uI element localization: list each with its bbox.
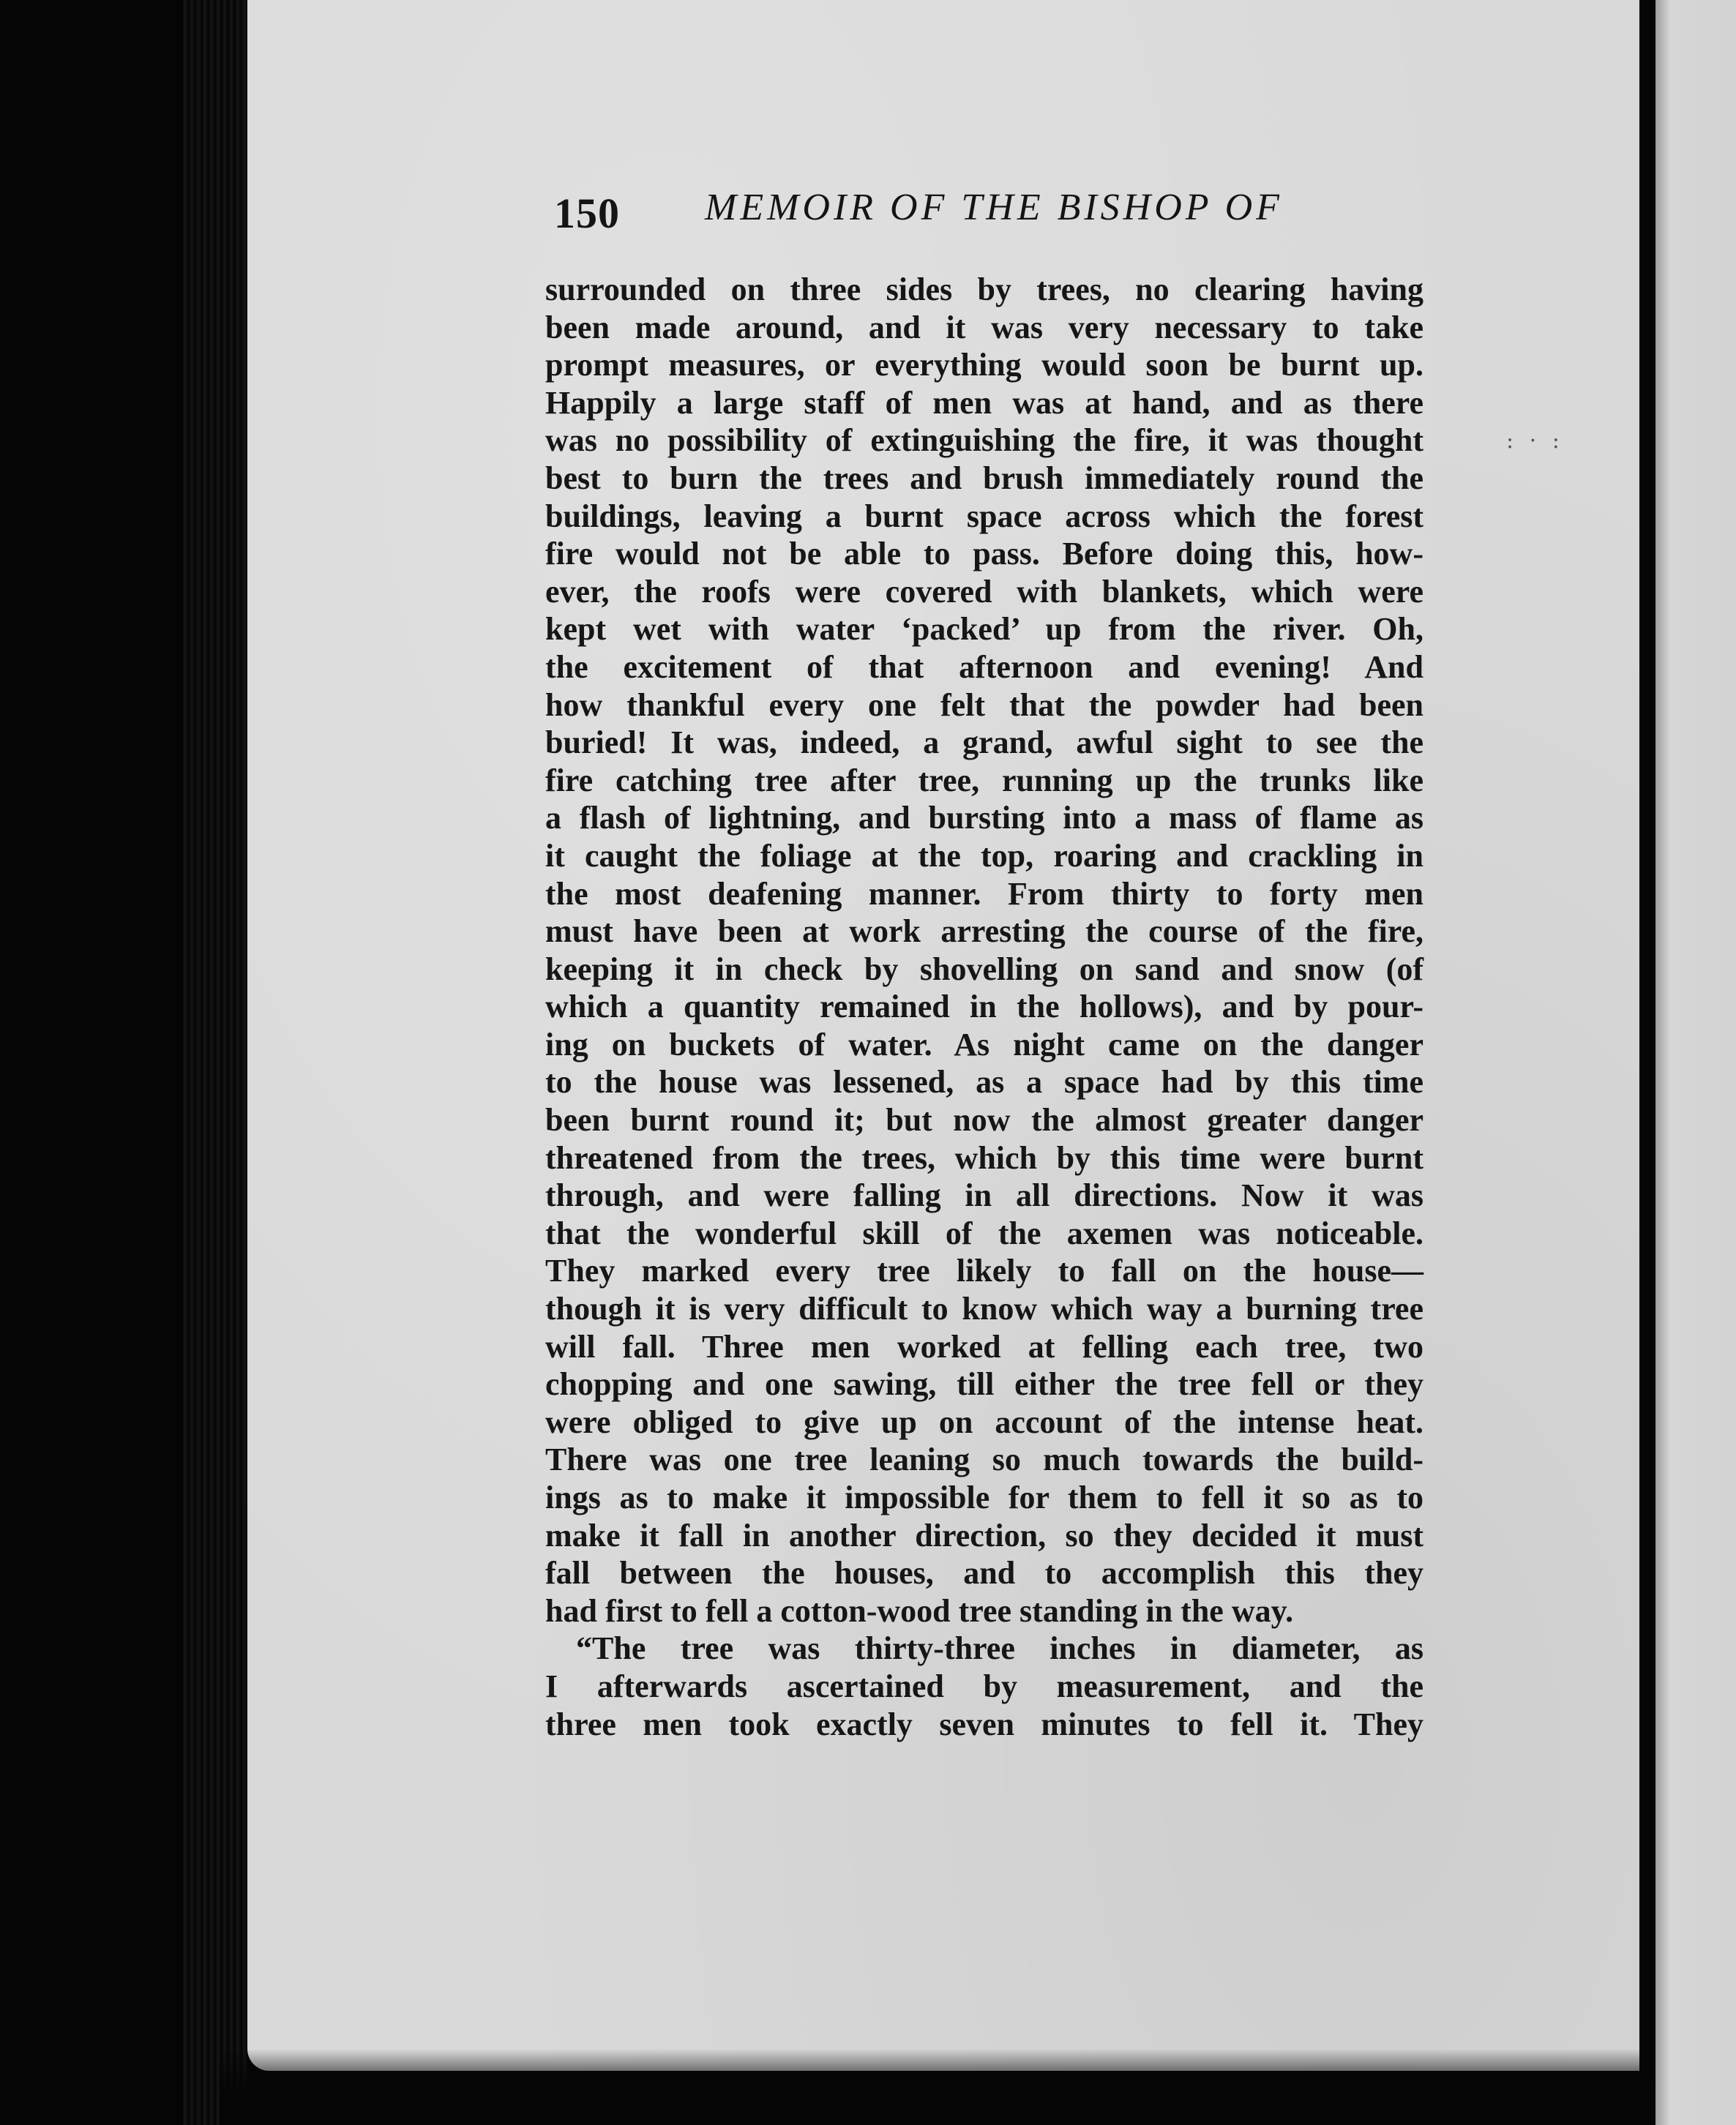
text-line: ing on buckets of water. As night came on the danger (545, 1026, 1423, 1062)
facing-page-sliver (1655, 0, 1736, 2125)
text-line: to the house was lessened, as a space had by this time (545, 1064, 1423, 1101)
text-line: surrounded on three sides by trees, no clearing having (545, 271, 1423, 307)
text-line: were obliged to give up on account of the intense heat. (545, 1403, 1423, 1440)
text-line: will fall. Three men worked at felling each tree, two (545, 1328, 1423, 1365)
text-line: the most deafening manner. From thirty to forty men (545, 875, 1423, 912)
text-line: “The tree was thirty-three inches in diameter, as (576, 1630, 1423, 1667)
running-title: MEMOIR OF THE BISHOP OF (705, 187, 1283, 228)
text-line: buildings, leaving a burnt space across which the forest (545, 498, 1423, 534)
text-line: been made around, and it was very necessary to take (545, 309, 1423, 345)
text-line: through, and were falling in all directions. Now it was (545, 1177, 1423, 1214)
page-bottom-shadow (220, 2049, 1647, 2125)
text-line: ever, the roofs were covered with blankets, which were (545, 573, 1423, 610)
text-line: They marked every tree likely to fall on the house— (545, 1253, 1423, 1289)
text-line: fall between the houses, and to accomplish this they (545, 1555, 1423, 1592)
text-line: how thankful every one felt that the powder had been (545, 686, 1423, 723)
book-gutter (1639, 0, 1655, 2085)
text-line: it caught the foliage at the top, roaring and crackling in (545, 837, 1423, 874)
text-line: keeping it in check by shovelling on sand and snow (of (545, 951, 1423, 987)
text-line: I afterwards ascertained by measurement, and the (545, 1668, 1423, 1704)
text-line: ings as to make it impossible for them to fell it so as to (545, 1480, 1423, 1515)
text-line: chopping and one sawing, till either the tree fell or they (545, 1366, 1423, 1403)
text-line: kept wet with water ‘packed’ up from the river. Oh, (545, 611, 1423, 648)
text-line: fire catching tree after tree, running up the trunks like (545, 762, 1423, 798)
text-line: been burnt round it; but now the almost greater danger (545, 1102, 1423, 1139)
text-line: Happily a large staff of men was at hand, and as there (545, 384, 1423, 421)
text-line: prompt measures, or everything would soon be burnt up. (545, 347, 1423, 383)
page-number: 150 (554, 190, 620, 237)
text-line: which a quantity remained in the hollows), and by pour- (545, 989, 1423, 1025)
text-line: that the wonderful skill of the axemen was noticeable. (545, 1215, 1423, 1251)
text-line: There was one tree leaning so much towards the build- (545, 1442, 1423, 1478)
text-line: had first to fell a cotton-wood tree standing in the way. (545, 1592, 1294, 1629)
text-line: three men took exactly seven minutes to fell it. They (545, 1706, 1423, 1742)
text-line: fire would not be able to pass. Before doing this, how- (545, 536, 1423, 572)
text-line: make it fall in another direction, so they decided it must (545, 1517, 1423, 1554)
text-line: the excitement of that afternoon and evening! And (545, 648, 1423, 685)
text-line: best to burn the trees and brush immediately round the (545, 460, 1423, 496)
left-page-edge (183, 0, 249, 2125)
body-text (545, 271, 1423, 1743)
stray-marks: : · : (1506, 428, 1564, 454)
text-line: buried! It was, indeed, a grand, awful sight to see the (545, 724, 1423, 761)
text-line: a flash of lightning, and bursting into a mass of flame as (545, 800, 1423, 836)
text-line: was no possibility of extinguishing the fire, it was thought (545, 422, 1423, 459)
text-line: though it is very difficult to know which way a burning tree (545, 1291, 1423, 1327)
text-line: threatened from the trees, which by this time were burnt (545, 1139, 1423, 1176)
text-line: must have been at work arresting the course of the fire, (545, 913, 1423, 950)
running-head (554, 184, 1308, 243)
